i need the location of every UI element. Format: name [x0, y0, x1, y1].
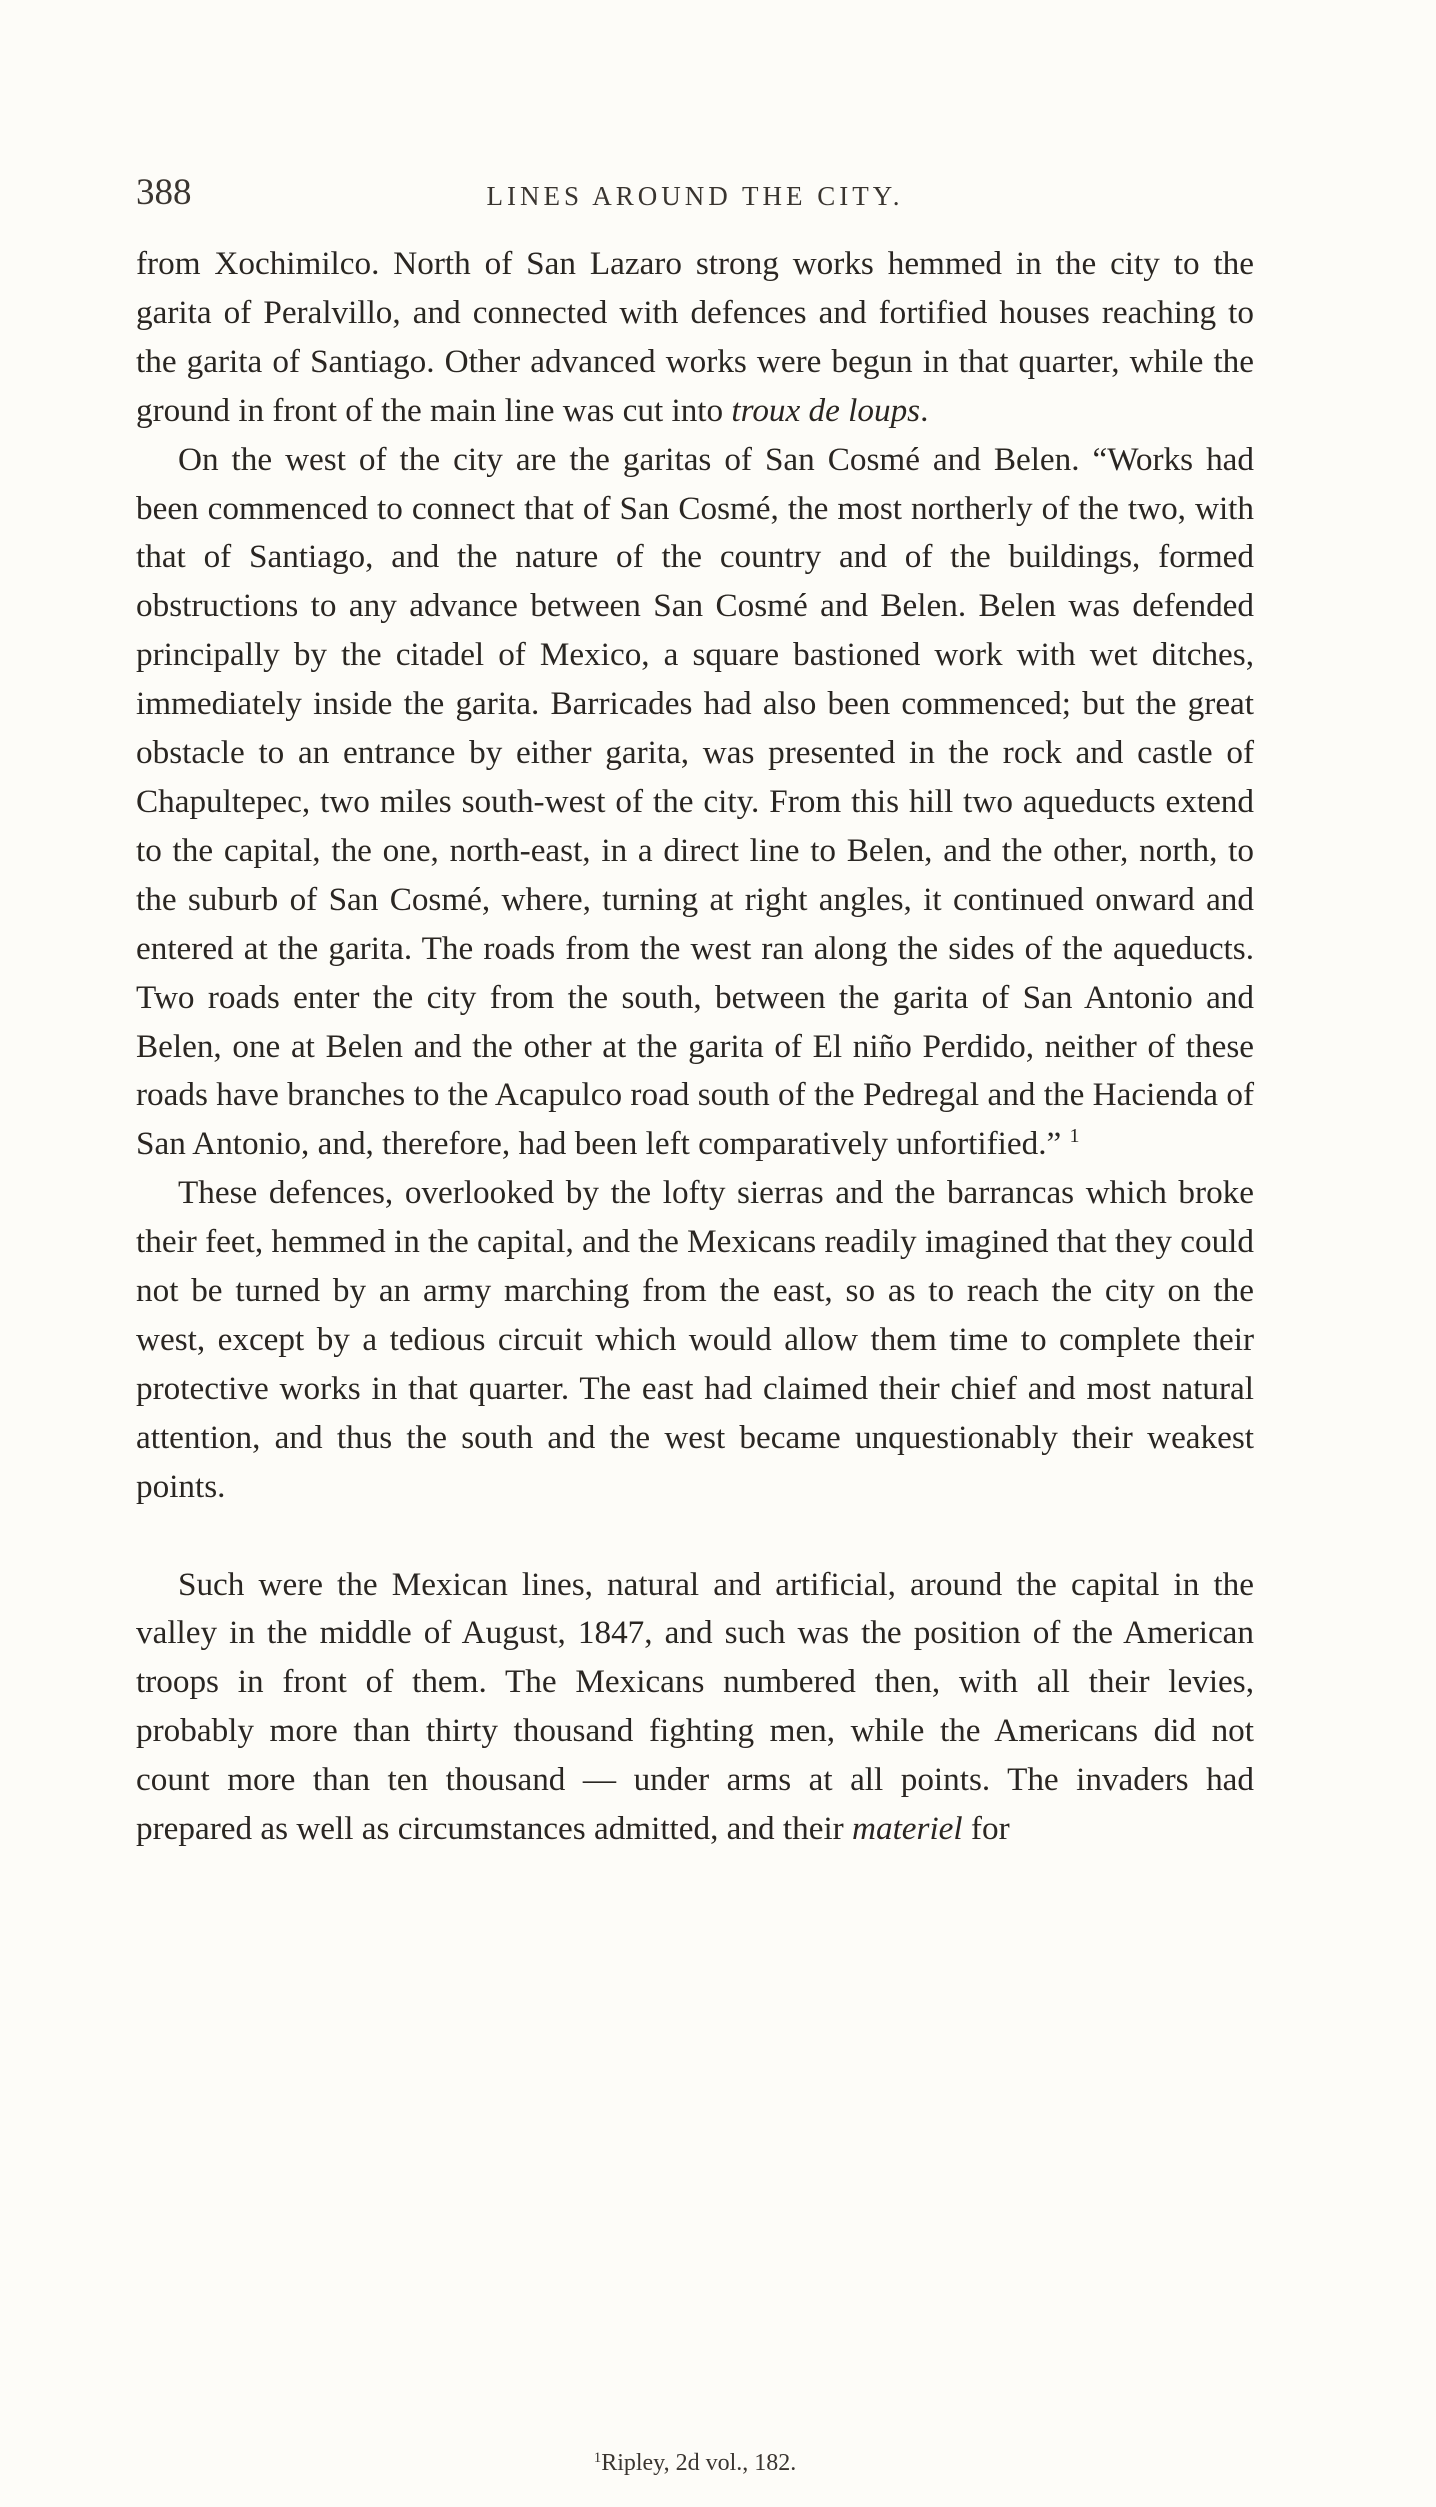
paragraph-3: These defences, overlooked by the lofty sierras and the barrancas which broke their feet, hemmed in the capital, and the Mexicans readily imagined that they could not be turned by an army marching from the east, so as to reach the city on the west, except by a tedious circuit which would allow them time to complete their protective works in that quarter. The east had claimed their chief and most natural attention, and thus the south and the west became unquestionably their weakest points.: [136, 1174, 1254, 1505]
paragraph-4-end: for: [962, 1810, 1010, 1848]
paragraph-1-text: from Xochimilco. North of San Lazaro strong works hemmed in the city to the garita of Peralvillo, and connected with defences and fortified houses reaching to the garita of Santiago. Other advanced works were begun in that quarter, while the ground in front of the main line was cut into: [136, 245, 1254, 429]
footnote-text: Ripley, 2d vol., 182.: [601, 2450, 797, 2476]
page-header: [136, 168, 1254, 218]
paragraph-1: [136, 240, 1254, 436]
paragraph-1-end: .: [920, 391, 929, 429]
italic-phrase: troux de loups: [731, 391, 921, 429]
footnote-reference: 1: [1069, 1125, 1080, 1148]
paragraph-2-text: On the west of the city are the garitas of San Cosmé and Belen. “Works had been commenced to connect that of San Cosmé, the most northerly of the two, with that of Santiago, and the nature of the country and of the buildings, formed obstructions to any advance between San Cosmé and Belen. Belen was defended principally by the citadel of Mexico, a square bastioned work with wet ditches, immediately inside the garita. Barricades had also been commenced; but the great obstacle to an entrance by either garita, was presented in the rock and castle of Chapultepec, two miles south-west of the city. From this hill two aqueducts extend to the capital, the one, north-east, in a direct line to Belen, and the other, north, to the suburb of San Cosmé, where, turning at right angles, it continued onward and entered at the garita. The roads from the west ran along the sides of the aqueducts. Two roads enter the city from the south, between the garita of San Antonio and Belen, one at Belen and the other at the garita of El niño Perdido, neither of these roads have branches to the Acapulco road south of the Pedregal and the Hacienda of San Antonio, and, therefore, had been left comparatively unfortified.”: [136, 440, 1254, 1163]
page-number: 388: [136, 172, 192, 213]
footnote-mark: 1: [593, 2450, 602, 2466]
paragraph-4-text: Such were the Mexican lines, natural and artificial, around the capital in the valley in the middle of August, 1847, and such was the position of the American troops in front of them. The Mexicans numbered then, with all their levies, probably more than thirty thousand fighting men, while the Americans did not count more than ten thousand — under arms at all points. The invaders had prepared as well as circumstances admitted, and their: [136, 1565, 1254, 1848]
running-head: LINES AROUND THE CITY.: [486, 181, 904, 211]
paragraph-4: [136, 1561, 1254, 1854]
body-text: [136, 240, 1254, 1854]
italic-word: materiel: [852, 1810, 963, 1848]
footnote: [136, 2446, 1254, 2480]
paragraph-2: [136, 436, 1254, 1170]
